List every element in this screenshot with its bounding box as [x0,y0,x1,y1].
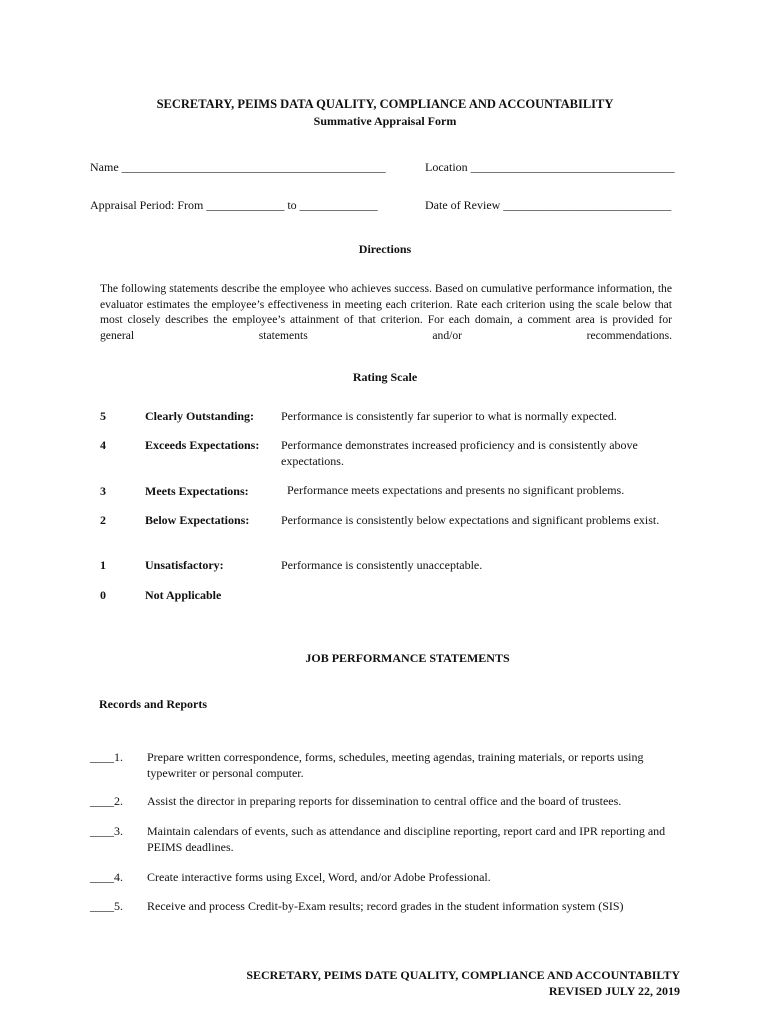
rating-value: 3 [100,484,106,498]
rating-value: 0 [100,588,106,602]
statement-rating-blank[interactable]: ____4. [90,870,123,884]
rating-label: Not Applicable [145,588,222,602]
rating-description: Performance meets expectations and presents no significant problems. [287,483,625,497]
statement-text: Maintain calendars of events, such as attendance and discipline reporting, report card and IPR reporting and PEIMS deadlines. [147,824,666,854]
form-subtitle: Summative Appraisal Form [313,114,457,128]
rating-description: Performance is consistently unacceptable. [281,558,483,572]
rating-value: 2 [100,513,106,527]
statement-text: Prepare written correspondence, forms, schedules, meeting agendas, training materials, or reports using typewriter or personal computer. [147,750,644,780]
rating-description: Performance demonstrates increased proficiency and is consistently above expectations. [281,438,638,468]
statement-text: Create interactive forms using Excel, Word, and/or Adobe Professional. [147,870,491,884]
rating-value: 1 [100,558,106,572]
job-performance-heading: JOB PERFORMANCE STATEMENTS [305,651,510,665]
rating-description: Performance is consistently far superior to what is normally expected. [281,409,617,423]
directions-heading: Directions [358,242,412,256]
statement-rating-blank[interactable]: ____2. [90,794,123,808]
statement-text: Assist the director in preparing reports for dissemination to central office and the board of trustees. [147,794,622,808]
statement-rating-blank[interactable]: ____1. [90,750,123,764]
statement-rating-blank[interactable]: ____5. [90,899,123,913]
statement-text: Receive and process Credit-by-Exam results; record grades in the student information system (SIS) [147,899,624,913]
section-heading: Records and Reports [99,697,207,711]
rating-label: Below Expectations: [145,513,250,527]
directions-text: The following statements describe the employee who achieves success. Based on cumulative performance information, the evaluator estimates the employee’s effectiveness in meeting each criterion. Rate each criterion using the scale below that most closely describes the employee’s attainment of that criterion. For each domain, a comment area is provided for general statements and/or recommendations. [100,282,672,342]
rating-scale-heading: Rating Scale [352,370,418,384]
footer-revised-date: REVISED JULY 22, 2019 [548,984,680,998]
rating-description: Performance is consistently below expectations and significant problems exist. [281,513,660,527]
rating-value: 5 [100,409,106,423]
statement-rating-blank[interactable]: ____3. [90,824,123,838]
appraisal-period-field[interactable]: Appraisal Period: From _____________ to _____________ [90,198,378,212]
location-field[interactable]: Location __________________________________ [425,160,675,174]
rating-label: Clearly Outstanding: [145,409,255,423]
date-of-review-field[interactable]: Date of Review ____________________________ [425,198,672,212]
rating-label: Unsatisfactory: [145,558,224,572]
rating-value: 4 [100,438,106,452]
footer-title: SECRETARY, PEIMS DATE QUALITY, COMPLIANCE AND ACCOUNTABILTY [246,968,680,982]
name-field[interactable]: Name ____________________________________________ [90,160,386,174]
rating-label: Exceeds Expectations: [145,438,260,452]
rating-label: Meets Expectations: [145,484,249,498]
form-title: SECRETARY, PEIMS DATA QUALITY, COMPLIANCE AND ACCOUNTABILITY [156,97,614,111]
